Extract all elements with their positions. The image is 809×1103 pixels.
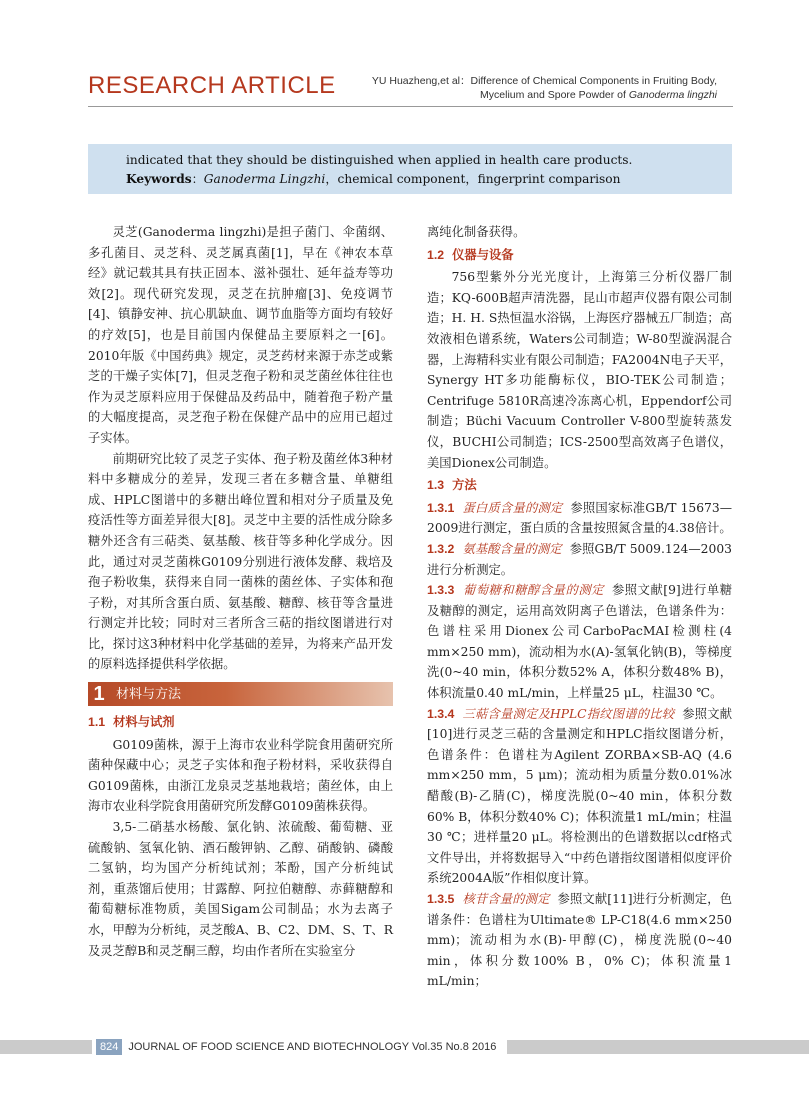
footer-bar-right (507, 1040, 809, 1054)
subsection-1-3-heading: 1.3 方法 (427, 478, 477, 493)
running-header-line2: Mycelium and Spore Powder of Ganoderma lingzhi (480, 89, 717, 101)
reagents-paragraph: 3,5-二硝基水杨酸、氯化钠、浓硫酸、葡萄糖、亚硫酸钠、氢氧化钠、酒石酸钾钠、乙醇、硝酸钠、磷酸二氢钠，均为国产分析纯试剂；苯酚，国产分析纯试剂，重蒸馏后使用；甘露醇、阿拉伯糖醇、赤藓糖醇和葡萄糖标准物质，美国Sigam公司制品；水为去离子水，甲醇为分析纯，灵芝酸A、B、C2、DM、S、T、R及灵芝醇B和灵芝酮三醇，均由作者所在实验室分 (88, 820, 393, 958)
method-1-3-3: 1.3.3 葡萄糖和糖醇含量的测定 参照文献[9]进行单糖及糖醇的测定，运用高效阴离子色谱法，色谱条件为：色谱柱采用Dionex公司CarboPacMAI检测柱(4 mm×250 mm)，流动相为水(A)-氢氧化钠(B)，等梯度洗(0~40 min，体积分数52% A，体积分数48% B)，体积流量0.40 mL/min，上样量25 μL，柱温30 ℃。 (427, 583, 732, 701)
reagents-continued: 离纯化制备获得。 (427, 225, 526, 239)
right-column (427, 222, 732, 992)
intro-paragraph-2: 前期研究比较了灵芝子实体、孢子粉及菌丝体3种材料中多糖成分的差异，发现三者在多糖含量、单糖组成、HPLC图谱中的多糖出峰位置和相对分子质量及免疫活性等方面差异很大[8]。灵芝中主要的活性成分除多糖外还含有三萜类、氨基酸、核苷等多种化学成分。因此，通过对灵芝菌株G0109分别进行液体发酵、栽培及孢子粉收集，获得来自同一菌株的菌丝体、子实体和孢子粉，对其所含蛋白质、氨基酸、糖醇、核苷等含量进行测定并比较；同时对三者所含三萜的指纹图谱进行对比，探讨这3种材料中化学基础的差异，为将来产品开发的原料选择提供科学依据。 (88, 451, 393, 672)
intro-paragraph-1: 灵芝(Ganoderma lingzhi)是担子菌门、伞菌纲、多孔菌目、灵芝科、灵芝属真菌[1]，早在《神农本草经》就记载其具有扶正固本、滋补强壮、延年益寿等功效[2]。现代研究发现，灵芝在抗肿瘤[3]、免疫调节[4]、镇静安神、抗心肌缺血、调节血脂等方面均有较好的疗效[5]，也是目前国内保健品主要原料之一[6]。2010年版《中国药典》规定，灵芝药材来源于赤芝或紫芝的干燥子实体[7]，但灵芝孢子粉和灵芝菌丝体往往也作为灵芝原料应用于保健品及药品中，随着孢子粉产量的大幅度提高，灵芝孢子粉在保健产品中的应用已超过子实体。 (88, 225, 393, 445)
keywords-line: Keywords：Ganoderma Lingzhi，chemical component，fingerprint comparison (126, 172, 621, 186)
header-rule (88, 106, 733, 107)
abstract-box (88, 144, 732, 194)
abstract-tail: indicated that they should be distinguished when applied in health care products. (126, 153, 633, 167)
method-1-3-5: 1.3.5 核苷含量的测定 参照文献[11]进行分析测定，色谱条件：色谱柱为Ultimate® LP-C18(4.6 mm×250 mm)；流动相为水(B)-甲醇(C)，梯度洗脱(0~40 min，体积分数100% B，0% C)；体积流量1 mL/min； (427, 892, 732, 989)
method-1-3-4: 1.3.4 三萜含量测定及HPLC指纹图谱的比较 参照文献[10]进行灵芝三萜的含量测定和HPLC指纹图谱分析，色谱条件：色谱柱为Agilent ZORBA×SB-AQ (4.6 mm×250 mm，5 μm)；流动相为质量分数0.01%冰醋酸(B)-乙腈(C)，梯度洗脱(0~40 min，体积分数60% B，体积分数40% C)；体积流量1 mL/min；柱温30 ℃；进样量20 μL。将检测出的色谱数据以cdf格式文件导出，并将数据导入“中药色谱指纹图谱相似度评价系统2004A版”作相似度计算。 (427, 706, 732, 886)
left-column (88, 222, 393, 961)
running-header-line1: YU Huazheng,et al：Difference of Chemical Components in Fruiting Body, (371, 75, 717, 87)
journal-section-title: RESEARCH ARTICLE (88, 72, 336, 99)
materials-paragraph: G0109菌株，源于上海市农业科学院食用菌研究所菌种保藏中心；灵芝子实体和孢子粉材料，采收获得自G0109菌株，由浙江龙泉灵芝基地栽培；菌丝体，由上海市农业科学院食用菌研究所发酵G0109菌株获得。 (88, 737, 393, 814)
footer (96, 1039, 496, 1055)
page-number: 824 (96, 1039, 122, 1055)
journal-citation: JOURNAL OF FOOD SCIENCE AND BIOTECHNOLOGY Vol.35 No.8 2016 (128, 1041, 497, 1053)
instruments-paragraph: 756型紫外分光光度计，上海第三分析仪器厂制造；KQ-600B超声清洗器，昆山市超声仪器有限公司制造；H. H. S热恒温水浴锅，上海医疗器械五厂制造；高效液相色谱系统，Waters公司制造；W-80型漩涡混合器，上海精科实业有限公司制造；FA2004N电子天平，Synergy HT多功能酶标仪，BIO-TEK公司制造；Centrifuge 5810R高速冷冻离心机，Eppendorf公司制造；Büchi Vacuum Controller V-800型旋转蒸发仪，BUCHI公司制造；ICS-2500型高效离子色谱仪，美国Dionex公司制造。 (427, 270, 732, 470)
section-heading-materials-methods: 1 材料与方法 (88, 682, 393, 706)
method-1-3-1: 1.3.1 蛋白质含量的测定 参照国家标准GB/T 15673—2009进行测定，蛋白质的含量按照氮含量的4.38倍计。 (427, 500, 732, 536)
subsection-1-2-heading: 1.2 仪器与设备 (427, 247, 514, 262)
running-header (297, 74, 717, 102)
subsection-1-1-heading: 1.1 材料与试剂 (88, 715, 175, 730)
footer-bar-left (0, 1040, 92, 1054)
method-1-3-2: 1.3.2 氨基酸含量的测定 参照GB/T 5009.124—2003进行分析测定。 (427, 541, 732, 577)
